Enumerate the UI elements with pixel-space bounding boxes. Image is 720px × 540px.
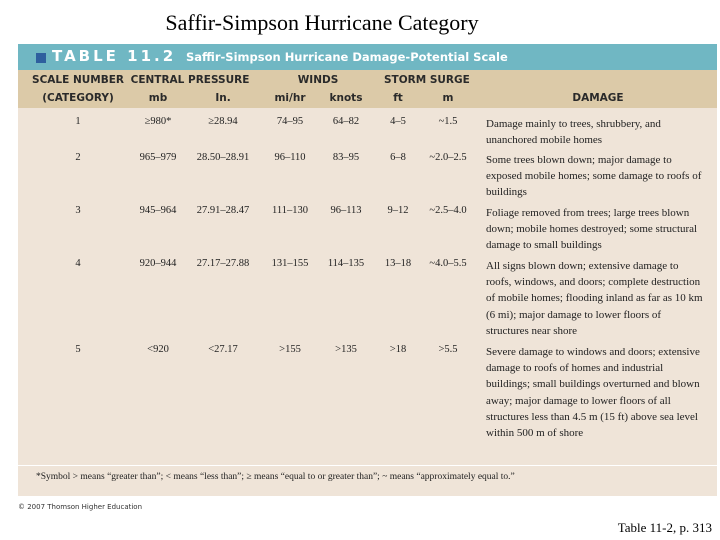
table-number: TABLE 11.2 bbox=[52, 47, 177, 65]
cell-ft: >18 bbox=[389, 344, 407, 355]
header-mb: mb bbox=[148, 92, 168, 104]
cell-m: ~1.5 bbox=[438, 116, 458, 127]
cell-knots: >135 bbox=[335, 344, 357, 355]
copyright: © 2007 Thomson Higher Education bbox=[18, 503, 143, 511]
cell-in: 27.91–28.47 bbox=[196, 205, 250, 216]
cell-ft: 6–8 bbox=[390, 152, 406, 163]
slide-title: Saffir-Simpson Hurricane Category bbox=[165, 10, 479, 35]
header-winds: WINDS bbox=[297, 74, 339, 86]
footnote-divider bbox=[18, 465, 717, 466]
cell-ft: 13–18 bbox=[384, 258, 412, 269]
cell-category: 5 bbox=[75, 344, 81, 355]
cell-knots: 114–135 bbox=[327, 258, 365, 269]
cell-category: 3 bbox=[75, 205, 81, 216]
cell-damage: Some trees blown down; major damage to exposed mobile homes; some damage to roofs of buildings bbox=[486, 154, 702, 199]
cell-ft: 4–5 bbox=[390, 116, 406, 127]
cell-m: >5.5 bbox=[438, 344, 458, 355]
cell-mb: 920–944 bbox=[139, 258, 177, 269]
cell-damage: Damage mainly to trees, shrubbery, and unanchored mobile homes bbox=[486, 118, 661, 147]
cell-in: ≥28.94 bbox=[208, 116, 238, 127]
table-header bbox=[18, 70, 717, 108]
hurricane-table bbox=[18, 44, 717, 496]
cell-mb: 965–979 bbox=[139, 152, 177, 163]
cell-category: 2 bbox=[75, 152, 81, 163]
table-name: Saffir-Simpson Hurricane Damage-Potential Scale bbox=[186, 50, 508, 64]
cell-mb: 945–964 bbox=[139, 205, 177, 216]
header-ft: ft bbox=[393, 92, 403, 104]
cell-mihr: 111–130 bbox=[272, 205, 308, 216]
cell-m: ~4.0–5.5 bbox=[429, 258, 467, 269]
cell-ft: 9–12 bbox=[387, 205, 409, 216]
cell-knots: 64–82 bbox=[332, 116, 360, 127]
cell-m: ~2.5–4.0 bbox=[429, 205, 467, 216]
header-in: In. bbox=[215, 92, 231, 104]
cell-in: 28.50–28.91 bbox=[196, 152, 250, 163]
footnote: *Symbol > means “greater than”; < means “less than”; ≥ means “equal to or greater than”; ~ means “approximately equal to.” bbox=[36, 472, 515, 482]
cell-knots: 83–95 bbox=[332, 152, 360, 163]
header-surge: STORM SURGE bbox=[384, 74, 470, 86]
cell-mihr: 74–95 bbox=[276, 116, 304, 127]
header-m: m bbox=[442, 92, 454, 104]
cell-damage: Foliage removed from trees; large trees blown down; mobile homes destroyed; some structural damage to small buildings bbox=[486, 207, 698, 252]
cell-mihr: 96–110 bbox=[274, 152, 306, 163]
cell-mb: ≥980* bbox=[144, 116, 172, 127]
cell-knots: 96–113 bbox=[330, 205, 362, 216]
table-title-bar bbox=[18, 44, 717, 70]
cell-category: 1 bbox=[75, 116, 81, 127]
header-pressure: CENTRAL PRESSURE bbox=[130, 74, 250, 86]
header-damage: DAMAGE bbox=[572, 92, 624, 104]
cell-in: <27.17 bbox=[208, 344, 238, 355]
cell-damage: Severe damage to windows and doors; extensive damage to roofs of homes and industrial buildings; small buildings overturned and blown away; major damage to lower floors of all structures less than 4.5 m (15 ft) above sea level within 500 m of shore bbox=[486, 346, 700, 440]
table-square-icon bbox=[36, 53, 46, 63]
cell-m: ~2.0–2.5 bbox=[429, 152, 467, 163]
header-scale: SCALE NUMBER bbox=[32, 74, 124, 86]
cell-mihr: >155 bbox=[279, 344, 301, 355]
header-category: (CATEGORY) bbox=[42, 92, 114, 104]
cell-damage: All signs blown down; extensive damage to roofs, windows, and doors; complete destruction of mobile homes; flooding inland as far as 10 km (6 mi); major damage to lower floors of structures near shore bbox=[486, 260, 703, 337]
cell-in: 27.17–27.88 bbox=[196, 258, 250, 269]
header-knots: knots bbox=[329, 92, 363, 104]
cell-mb: <920 bbox=[147, 344, 169, 355]
cell-category: 4 bbox=[75, 258, 81, 269]
cell-mihr: 131–155 bbox=[271, 258, 309, 269]
header-mihr: mi/hr bbox=[274, 92, 306, 104]
table-reference: Table 11-2, p. 313 bbox=[617, 520, 712, 535]
